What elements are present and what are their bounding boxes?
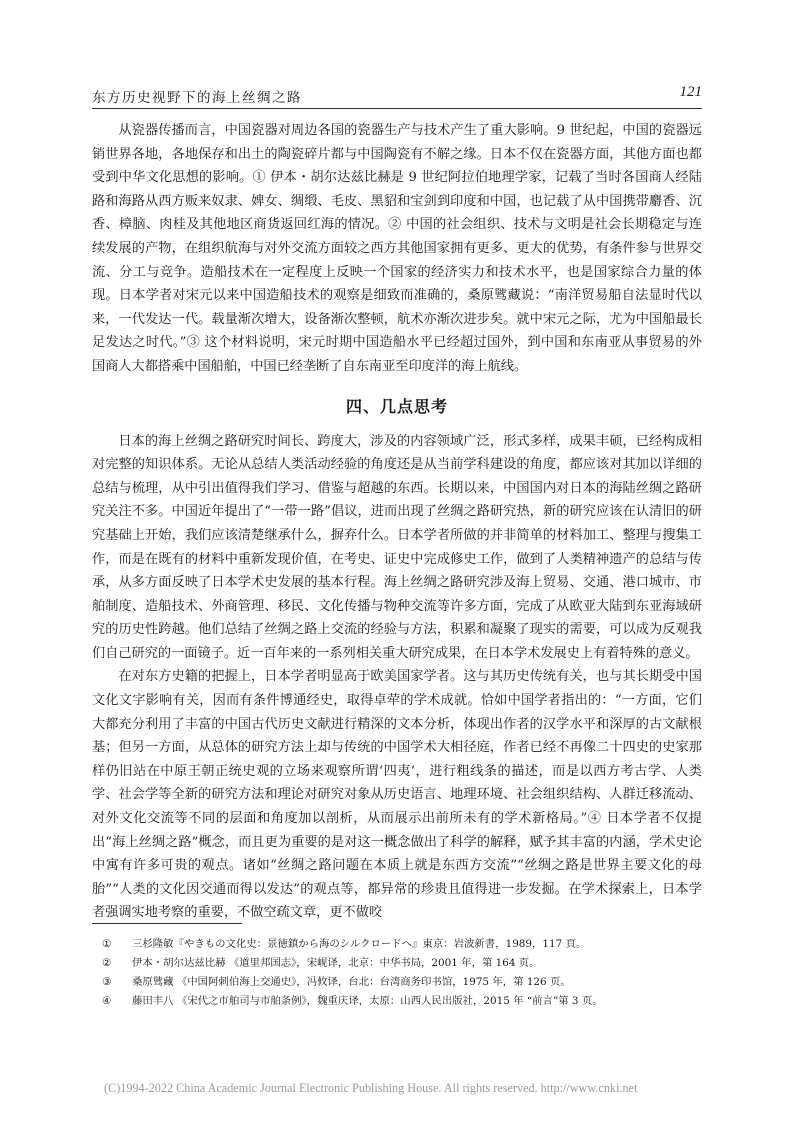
copyright-notice: (C)1994-2022 China Academic Journal Electronic Publishing House. All rights reserved. http://www.cnki.net <box>104 1081 638 1095</box>
footnote-4 <box>92 992 702 1011</box>
footnote-text: 桑原骘藏 《中国阿刺伯海上交通史》，冯攸译，台北：台湾商务印书馆，1975 年，第 126 页。 <box>132 976 571 988</box>
paragraph-research-overview: 日本的海上丝绸之路研究时间长、跨度大，涉及的内容领域广泛，形式多样，成果丰硕，已经构成相对完整的知识体系。无论从总结人类活动经验的角度还是从当前学科建设的角度，都应该对其加以详细的总结与梳理，从中引出值得我们学习、借鉴与超越的东西。长期以来，中国国内对日本的海陆丝绸之路研究关注不多。中国近年提出了“一带一路”倡议，进而出现了丝绸之路研究热，新的研究应该在认清旧的研究基础上开始，我们应该清楚继承什么，摒弃什么。日本学者所做的并非简单的材料加工、整理与搜集工作，而是在既有的材料中重新发现价值，在考史、证史中完成修史工作，做到了人类精神遗产的总结与传承，从多方面反映了日本学术史发展的基本行程。海上丝绸之路研究涉及海上贸易、交通、港口城市、市舶制度、造船技术、外商管理、移民、文化传播与物种交流等许多方面，完成了从欧亚大陆到东亚海域研究的历史性跨越。他们总结了丝绸之路上交流的经验与方法，积累和凝聚了现实的需要，可以成为反观我们自己研究的一面镜子。近一百年来的一系列相关重大研究成果，在日本学术发展史上有着特殊的意义。 <box>92 433 702 661</box>
footnote-mark: ④ <box>102 995 112 1007</box>
footnote-mark: ① <box>102 938 112 950</box>
footnote-mark: ③ <box>102 976 112 988</box>
footnote-3 <box>92 973 702 992</box>
paragraph-porcelain: 从瓷器传播而言，中国瓷器对周边各国的瓷器生产与技术产生了重大影响。9 世纪起，中国的瓷器远销世界各地，各地保存和出土的陶瓷碎片都与中国陶瓷有不解之缘。日本不仅在瓷器方面，其他方面也都受到中华文化思想的影响。① 伊本・胡尔达兹比赫是 9 世纪阿拉伯地理学家，记载了当时各国商人经陆路和海路从西方贩来奴隶、婢女、绸缎、毛皮、黑貂和宝剑到印度和中国，也记载了从中国携带麝香、沉香、樟脑、肉桂及其他地区商货返回红海的情况。② 中国的社会组织、技术与文明是社会长期稳定与连续发展的产物，在组织航海与对外交流方面较之西方其他国家拥有更多、更大的优势，有条件参与世界交流、分工与竞争。造船技术在一定程度上反映一个国家的经济实力和技术水平，也是国家综合力量的体现。日本学者对宋元以来中国造船技术的观察是细致而准确的，桑原骘藏说：“南洋贸易船自法显时代以来，一代发达一代。载量渐次增大，设备渐次整顿，航术亦渐次进步矣。就中宋元之际，尤为中国船最长足发达之时代。”③ 这个材料说明，宋元时期中国造船水平已经超过国外，到中国和东南亚从事贸易的外国商人大都搭乘中国船舶，中国已经垄断了自东南亚至印度洋的海上航线。 <box>92 123 702 374</box>
section-heading: 四、几点思考 <box>345 396 448 416</box>
footnotes <box>92 935 702 1011</box>
page-header <box>92 84 702 106</box>
running-title: 东方历史视野下的海上丝绸之路 <box>92 90 302 106</box>
paragraph-japanese-scholars: 在对东方史籍的把握上，日本学者明显高于欧美国家学者。这与其历史传统有关，也与其长期受中国文化文字影响有关，因而有条件博通经史，取得卓荦的学术成就。恰如中国学者指出的：“一方面，它们大都充分利用了丰富的中国古代历史文献进行精深的文本分析，体现出作者的汉学水平和深厚的古文献根基；但另一方面，从总体的研究方法上却与传统的中国学术大相径庭，作者已经不再像二十四史的史家那样仍旧站在中原王朝正统史观的立场来观察所谓‘四夷’，进行粗线条的描述，而是以西方考古学、人类学、社会学等全新的研究方法和理论对研究对象从历史语言、地理环境、社会组织结构、人群迁移流动、对外文化交流等不同的层面和角度加以剖析，从而展示出前所未有的学术新格局。”④ 日本学者不仅提出“海上丝绸之路”概念，而且更为重要的是对这一概念做出了科学的解释，赋予其丰富的内涵，学术史论中寓有许多可贵的观点。诸如“丝绸之路问题在本质上就是东西方交流”“丝绸之路是世界主要文化的母胎”“人类的文化因交通而得以发达”的观点等，都异常的珍贵且值得进一步发掘。在学术探索上，日本学者强调实地考察的重要，不做空疏文章，更不做咬 <box>92 669 702 921</box>
footnote-text: 三杉隆敏『やきもの文化史：景徳鎮から海のシルクロードへ』東京：岩波新書，1989，117 頁。 <box>132 938 587 950</box>
footnote-text: 藤田丰八 《宋代之市舶司与市舶条例》，魏重庆译，太原：山西人民出版社，2015 年 “前言”第 3 页。 <box>132 995 603 1007</box>
footnote-text: 伊本・胡尔达兹比赫 《道里邦国志》，宋岘译，北京：中华书局，2001 年，第 164 页。 <box>132 957 540 969</box>
footnote-2 <box>92 954 702 973</box>
footnote-rule <box>92 923 242 924</box>
footnote-mark: ② <box>102 957 112 969</box>
footnote-1 <box>92 935 702 954</box>
article-body <box>92 119 702 925</box>
header-rule <box>92 108 702 109</box>
page-number: 121 <box>679 84 702 100</box>
